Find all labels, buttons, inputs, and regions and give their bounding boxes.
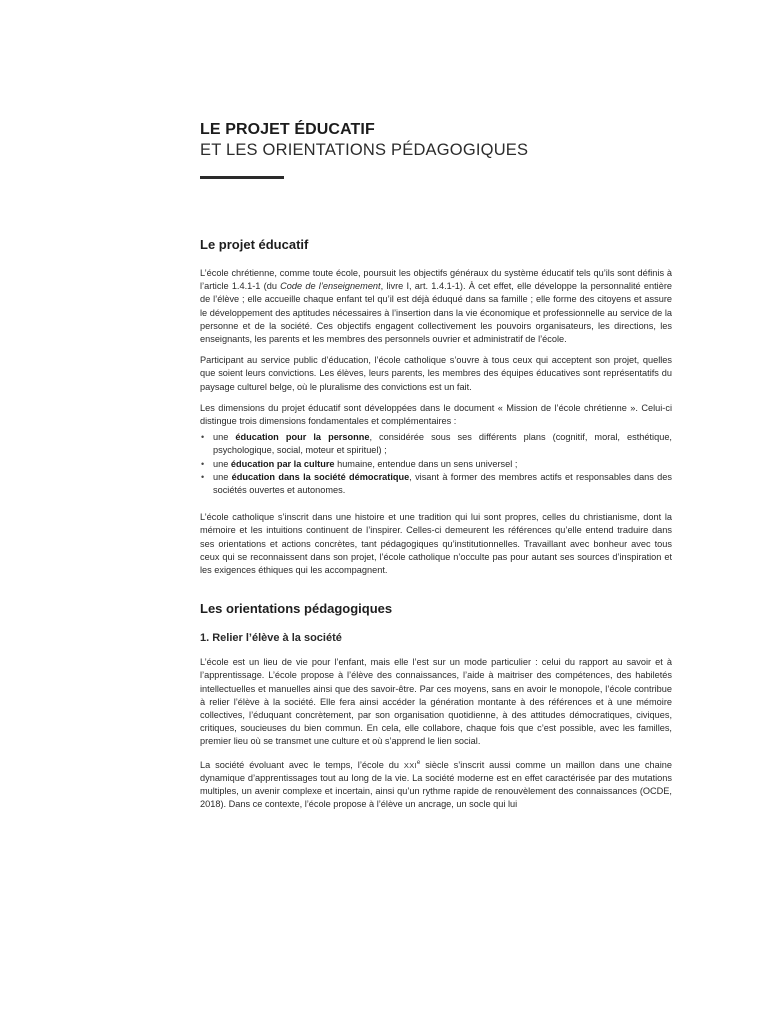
document-page [200, 120, 672, 812]
list-bold-text: éducation par la culture [230, 458, 335, 469]
list-text: une [213, 458, 231, 469]
page-subtitle: ET LES ORIENTATIONS PÉDAGOGIQUES [200, 141, 529, 159]
list-text: humaine, entendue dans un sens universel ; [334, 458, 518, 469]
dimensions-list [200, 431, 672, 497]
list-text: , considérée sous ses différents plans (cognitif, moral, esthétique, psychologique, social, moteur et spirituel) ; [213, 432, 672, 456]
paragraph-text: siècle s’inscrit aussi comme un maillon dans une chaine dynamique d’apprentissages tout au long de la vie. La société moderne est en effet caractérisée par des mutations multiples, un avenir complexe et incertain, ainsi qu’un rythme rapide de renouvèlement des connaissances (OCDE, 2018). Dans ce contexte, l’école propose à l’élève un ancrage, un socle qui lui [200, 759, 672, 810]
list-item [200, 471, 672, 497]
century-numeral: XXI [403, 760, 417, 770]
title-underline [200, 176, 284, 179]
list-bold-text: éducation pour la personne [235, 432, 370, 443]
code-reference: Code de l’enseignement [280, 281, 381, 292]
paragraph-lieu-de-vie: L’école est un lieu de vie pour l’enfant, mais elle l’est sur un mode particulier : celui du rapport au savoir et à l’apprentissage. L’école propose à l’élève des connaissances, l’aide à maitriser des compétences, des habiletés intellectuelles et manuelles ainsi que des savoir-être. Par ces moyens, sans en avoir le monopole, l’école contribue à relier l’élève à la société. Elle fera ainsi accéder la génération montante à des références et à une mémoire collectives, l’éduquant concrètement, par son organisation quotidienne, à des attitudes démocratiques, civiques, critiques, soucieuses du bien commun. En cela, elle collabore, chaque fois que c’est possible, avec les familles, premier lieu où se transmet une culture et où s’apprend le lien social. [200, 657, 672, 747]
paragraph-text: La société évoluant avec le temps, l’école du [200, 759, 404, 770]
paragraph-societe-evoluant [200, 757, 672, 812]
paragraph-dimensions: Les dimensions du projet éducatif sont développées dans le document « Mission de l’école chrétienne ». Celui-ci distingue trois dimensions fondamentales et complémentaires : [200, 402, 672, 427]
section-heading-orientations: Les orientations pédagogiques [200, 601, 393, 617]
paragraph-tradition: L’école catholique s’inscrit dans une histoire et une tradition qui lui sont propres, celles du christianisme, dont la mémoire et les intuitions continuent de l’inspirer. Celles-ci demeurent les références qu’elle entend traduire dans ses orientations et actions concrètes, tant pédagogiques qu’institutionnelles. Travaillant avec bonheur avec tous ceux qui se reconnaissent dans son projet, l’école catholique n’occulte pas pour autant ses sources d’inspiration et les exigences éthiques qui les accompagnent. [200, 512, 672, 576]
list-item [200, 431, 672, 457]
list-bold-text: éducation dans la société démocratique [231, 471, 410, 482]
list-text: , visant à former des membres actifs et responsables dans des sociétés ouvertes et autonomes. [213, 471, 672, 496]
page-title: LE PROJET ÉDUCATIF [200, 121, 375, 138]
list-text: une [213, 432, 236, 443]
paragraph-objectifs [200, 267, 672, 346]
list-text: une [213, 471, 232, 482]
section-heading-projet-educatif: Le projet éducatif [200, 237, 309, 252]
paragraph-service-public: Participant au service public d’éducation, l’école catholique s’ouvre à tous ceux qui acceptent son projet, quelles que soient leurs convictions. Les élèves, leurs parents, les membres des équipes éducatives sont représentatifs du paysage culturel belge, où le pluralisme des convictions est un fait. [200, 355, 672, 392]
subsection-heading-relier: 1. Relier l’élève à la société [200, 632, 342, 645]
list-item [200, 458, 672, 471]
century-superscript: e [416, 759, 421, 766]
paragraph-text: L’école chrétienne, comme toute école, poursuit les objectifs généraux du système éducatif tels qu’ils sont définis à l’article 1.4.1-1 (du [200, 268, 672, 292]
paragraph-text: , livre I, art. 1.4.1-1). À cet effet, elle développe la personnalité entière de l’élève ; elle accueille chaque enfant tel qu’il est déjà éduqué dans sa famille ; elle forme des citoyens et assure le développement des aptitudes nécessaires à l’insertion dans la vie économique et professionnelle au service de la personne et de la société. Ces objectifs engagent collectivement les pouvoirs organisateurs, les directions, les enseignants, les parents et les membres des personnels ouvrier et administratif de l’école. [200, 281, 672, 345]
